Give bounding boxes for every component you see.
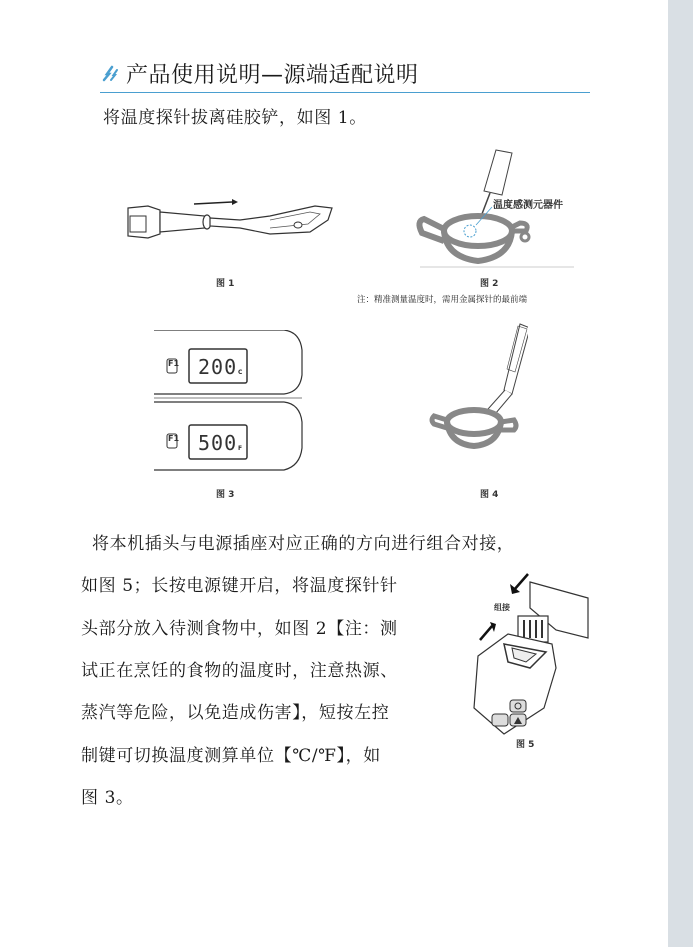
figure-1-image (120, 190, 340, 250)
body-line-5: 制键可切换温度测算单位【℃/℉】，如 (81, 746, 381, 766)
figure-3-caption: 图 3 (216, 490, 235, 500)
figure-5-label: 组接 (494, 603, 510, 612)
body-line-4: 蒸汽等危险，以免造成伤害】，短按左控 (81, 703, 390, 723)
body-line-1: 如图 5；长按电源键开启，将温度探针针 (81, 576, 398, 596)
figure-2-caption: 图 2 (480, 279, 499, 289)
display-top-value: 200 (198, 355, 238, 379)
body-paragraph-1: 将本机插头与电源插座对应正确的方向进行组合对接， (92, 534, 515, 554)
body-line-3: 试正在烹饪的食物的温度时，注意热源、 (81, 661, 398, 681)
display-bottom-value: 500 (198, 431, 238, 455)
page-side-bar (668, 0, 693, 947)
title-row (100, 58, 419, 88)
figure-2-note: 注：精准测量温度时，需用金属探针的最前端 (357, 295, 528, 305)
figure-2-label: 温度感测元器件 (493, 200, 563, 211)
figure-1-caption: 图 1 (216, 279, 235, 289)
display-top-unit: C (238, 369, 243, 376)
figure-5-image (460, 568, 595, 738)
body-line-6: 图 3。 (81, 788, 134, 808)
figure-3-image (154, 330, 304, 480)
page-title: 产品使用说明—源端适配说明 (126, 62, 419, 88)
title-divider (100, 92, 590, 93)
display-bottom-unit: F (238, 445, 243, 452)
intro-text: 将温度探针拔离硅胶铲，如图 1。 (103, 108, 367, 128)
figure-4-image (428, 320, 528, 460)
figure-5-caption: 图 5 (516, 740, 535, 750)
lightning-icon (100, 62, 122, 84)
body-line-2: 头部分放入待测食物中，如图 2【注：测 (81, 619, 398, 639)
f1-button-top: F1 (168, 359, 180, 368)
f1-button-bottom: F1 (168, 434, 180, 443)
figure-4-caption: 图 4 (480, 490, 499, 500)
